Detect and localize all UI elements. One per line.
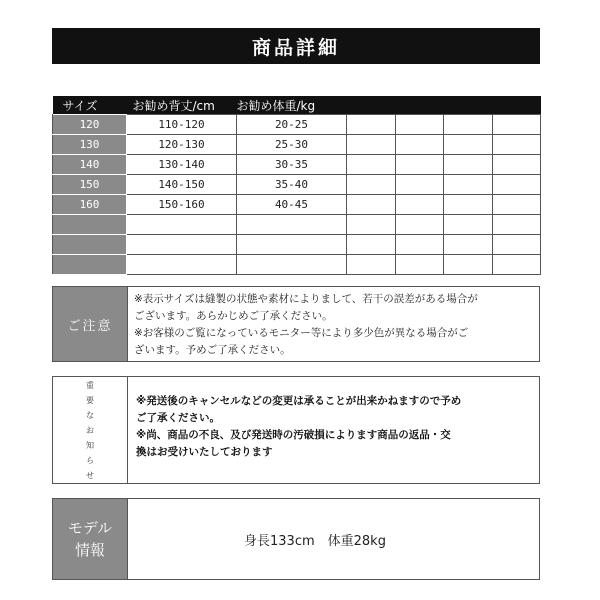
size-cell: 150	[53, 175, 127, 195]
header-weight: お勧め体重/kg	[237, 96, 347, 115]
empty-cell	[396, 195, 444, 215]
height-cell	[127, 235, 237, 255]
model-label-line: 情報	[74, 541, 105, 559]
header-empty	[347, 96, 396, 115]
header-empty	[493, 96, 541, 115]
size-cell	[53, 255, 127, 275]
label-char: な	[86, 410, 94, 420]
size-table-header	[53, 96, 541, 115]
weight-cell	[237, 235, 347, 255]
empty-cell	[493, 215, 541, 235]
empty-cell	[493, 175, 541, 195]
height-cell	[127, 255, 237, 275]
empty-cell	[444, 115, 493, 135]
weight-cell	[237, 215, 347, 235]
empty-cell	[444, 235, 493, 255]
empty-cell	[444, 175, 493, 195]
empty-cell	[396, 255, 444, 275]
weight-cell: 35-40	[237, 175, 347, 195]
empty-cell	[347, 135, 396, 155]
notes-text	[127, 287, 539, 361]
table-row	[53, 195, 541, 215]
empty-cell	[444, 215, 493, 235]
header-height: お勧め背丈/cm	[127, 96, 237, 115]
notes-label: ご注意	[53, 287, 127, 361]
important-notice-section	[52, 376, 540, 484]
empty-cell	[444, 135, 493, 155]
header-size: サイズ	[53, 96, 127, 115]
table-row	[53, 155, 541, 175]
empty-cell	[493, 255, 541, 275]
weight-cell: 30-35	[237, 155, 347, 175]
page-title: 商品詳細	[52, 28, 540, 64]
table-row	[53, 135, 541, 155]
empty-cell	[396, 155, 444, 175]
empty-cell	[493, 115, 541, 135]
height-cell: 130-140	[127, 155, 237, 175]
important-line: ※尚、商品の不良、及び発送時の汚破損によります商品の返品・交	[136, 429, 451, 441]
size-cell	[53, 235, 127, 255]
empty-cell	[493, 155, 541, 175]
label-char: 重	[86, 380, 94, 390]
label-char: せ	[86, 470, 94, 480]
empty-cell	[493, 235, 541, 255]
notes-section	[52, 286, 540, 362]
label-char: ら	[86, 455, 94, 465]
empty-cell	[396, 235, 444, 255]
size-cell: 140	[53, 155, 127, 175]
size-table	[52, 96, 541, 275]
model-info-text: 身長133cm 体重28kg	[127, 499, 539, 579]
empty-cell	[493, 195, 541, 215]
empty-cell	[444, 155, 493, 175]
important-line: ご了承ください。	[136, 412, 220, 424]
header-empty	[396, 96, 444, 115]
important-line: ※発送後のキャンセルなどの変更は承ることが出来かねますので予め	[136, 395, 462, 407]
label-char: 要	[86, 395, 94, 405]
important-notice-label	[53, 377, 128, 483]
notes-line: ございます。あらかじめご了承ください。	[134, 310, 333, 322]
weight-cell: 20-25	[237, 115, 347, 135]
important-line: 換はお受けいたしております	[136, 446, 273, 458]
table-row	[53, 175, 541, 195]
size-cell: 120	[53, 115, 127, 135]
empty-cell	[396, 135, 444, 155]
table-row	[53, 215, 541, 235]
empty-cell	[347, 175, 396, 195]
height-cell: 140-150	[127, 175, 237, 195]
size-cell	[53, 215, 127, 235]
size-cell: 130	[53, 135, 127, 155]
label-char: 知	[86, 440, 94, 450]
model-info-section	[52, 498, 540, 580]
empty-cell	[347, 215, 396, 235]
table-row	[53, 115, 541, 135]
empty-cell	[347, 235, 396, 255]
header-empty	[444, 96, 493, 115]
height-cell: 120-130	[127, 135, 237, 155]
height-cell	[127, 215, 237, 235]
table-row	[53, 235, 541, 255]
empty-cell	[396, 175, 444, 195]
size-cell: 160	[53, 195, 127, 215]
empty-cell	[347, 115, 396, 135]
weight-cell: 25-30	[237, 135, 347, 155]
height-cell: 150-160	[127, 195, 237, 215]
height-cell: 110-120	[127, 115, 237, 135]
empty-cell	[347, 255, 396, 275]
model-label-line: モデル	[67, 519, 113, 537]
important-notice-text	[128, 377, 539, 483]
notes-line: ざいます。予めご了承ください。	[134, 344, 291, 356]
empty-cell	[493, 135, 541, 155]
empty-cell	[396, 215, 444, 235]
notes-line: ※表示サイズは縫製の状態や素材によりまして、若干の誤差がある場合が	[134, 293, 478, 305]
label-char: お	[86, 425, 94, 435]
model-info-label	[53, 499, 127, 579]
table-row	[53, 255, 541, 275]
empty-cell	[444, 195, 493, 215]
empty-cell	[347, 155, 396, 175]
empty-cell	[347, 195, 396, 215]
weight-cell: 40-45	[237, 195, 347, 215]
notes-line: ※お客様のご覧になっているモニター等により多少色が異なる場合がご	[134, 327, 469, 339]
weight-cell	[237, 255, 347, 275]
empty-cell	[396, 115, 444, 135]
empty-cell	[444, 255, 493, 275]
